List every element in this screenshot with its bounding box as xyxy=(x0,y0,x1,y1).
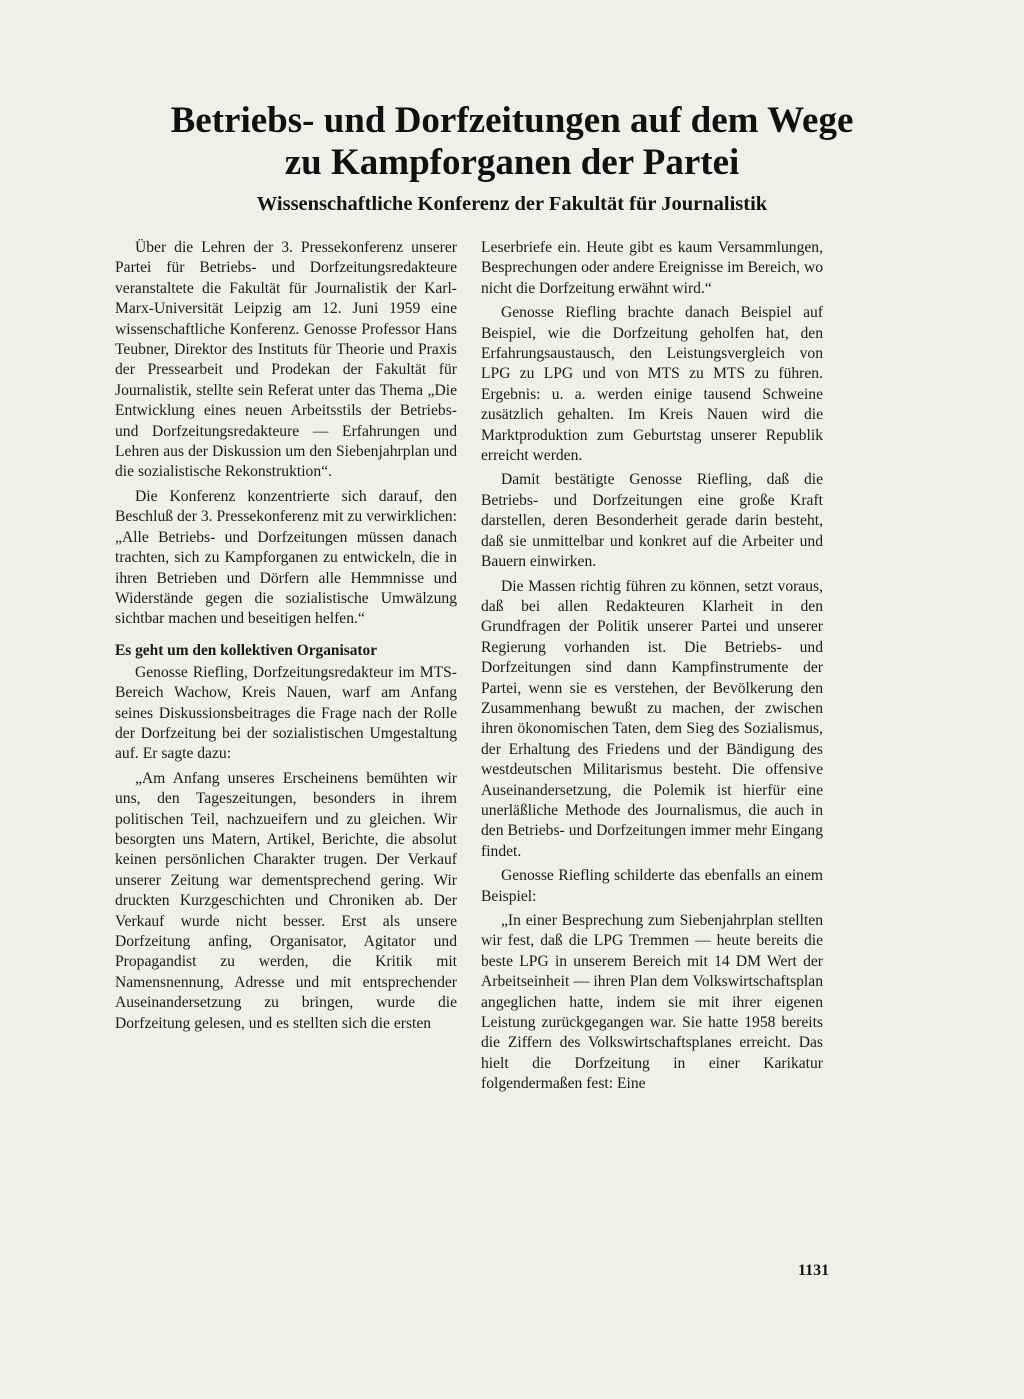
right-paragraph-1: Leserbriefe ein. Heute gibt es kaum Versammlungen, Besprechungen oder andere Ereignisse im Bereich, wo nicht die Dorfzeitung erwähnt wird.“ xyxy=(481,239,823,297)
right-paragraph-3: Damit bestätigte Genosse Riefling, daß die Betriebs- und Dorfzeitungen eine große Kraft darstellen, deren Besonderheit gerade darin besteht, daß sie unmittelbar und konkret auf die Arbeiter und Bauern einwirken. xyxy=(481,471,823,571)
right-paragraph-5: Genosse Riefling schilderte das ebenfalls an einem Beispiel: xyxy=(481,867,823,905)
left-paragraph-3: Genosse Riefling, Dorfzeitungsredakteur im MTS-Bereich Wachow, Kreis Nauen, warf am Anfang seines Diskussionsbeitrages die Frage nach der Rolle der Dorfzeitung bei der sozialistischen Umgestaltung auf. Er sagte dazu: xyxy=(115,663,457,763)
section-heading: Es geht um den kollektiven Organisator xyxy=(115,641,378,659)
title-line-1: Betriebs- und Dorfzeitungen auf dem Wege xyxy=(170,100,854,141)
left-column xyxy=(115,238,457,1038)
right-column xyxy=(481,238,823,1099)
left-paragraph-1: Über die Lehren der 3. Pressekonferenz unserer Partei für Betriebs- und Dorfzeitungsredakteure veranstaltete die Fakultät für Journalistik der Karl-Marx-Universität Leipzig am 12. Juni 1959 eine wissenschaftliche Konferenz. Genosse Professor Hans Teubner, Direktor des Instituts für Theorie und Praxis der Pressearbeit und Prodekan der Fakultät für Journalistik, stellte sein Referat unter das Thema „Die Entwicklung eines neuen Arbeitsstils der Betriebs- und Dorfzeitungsredakteure — Erfahrungen und Lehren aus der Diskussion um den Siebenjahrplan und die sozialistische Rekonstruktion“. xyxy=(115,239,457,481)
right-paragraph-4: Die Massen richtig führen zu können, setzt voraus, daß bei allen Redakteuren Klarheit in den Grundfragen der Politik unserer Partei und unserer Regierung vorhanden ist. Die Betriebs- und Dorfzeitungen sind dann Kampfinstrumente der Partei, wenn sie es verstehen, der Bevölkerung den Zusammenhang bewußt zu machen, der zwischen ihren ökonomischen Taten, dem Sieg des Sozialismus, der Erhaltung des Friedens und der Bändigung des westdeutschen Militarismus besteht. Die offensive Auseinandersetzung, die Polemik ist hierfür eine unerläßliche Methode des Journalismus, die auch in den Betriebs- und Dorfzeitungen immer mehr Eingang findet. xyxy=(481,577,823,860)
left-paragraph-4: „Am Anfang unseres Erscheinens bemühten wir uns, den Tageszeitungen, besonders in ihrem politischen Teil, nachzueifern und zu gleichen. Wir besorgten uns Matern, Artikel, Berichte, die absolut keinen persönlichen Charakter trugen. Der Verkauf unserer Zeitung war dementsprechend gering. Wir druckten Kurzgeschichten und Chroniken ab. Der Verkauf wurde nicht besser. Erst als unsere Dorfzeitung anfing, Organisator, Agitator und Propagandist zu werden, die Kritik mit Namensnennung, Adresse und mit entsprechender Auseinandersetzung zu bringen, wurde die Dorfzeitung gelesen, und es stellten sich die ersten xyxy=(115,769,457,1032)
right-paragraph-6: „In einer Besprechung zum Siebenjahrplan stellten wir fest, daß die LPG Tremmen — heute bereits die beste LPG in unserem Bereich mit 14 DM Wert der Arbeitseinheit — ihren Plan dem Volkswirtschaftsplan angeglichen hatte, indem sie mit ihrer eigenen Leistung zurückgegangen war. Sie hatte 1958 bereits die Ziffern des Volkswirtschaftsplanes erreicht. Das hielt die Dorfzeitung in einer Karikatur folgendermaßen fest: Eine xyxy=(481,912,823,1093)
article-subtitle: Wissenschaftliche Konferenz der Fakultät für Journalistik xyxy=(256,193,768,215)
article-title xyxy=(60,100,964,184)
page-number: 1131 xyxy=(798,1262,830,1279)
left-paragraph-2: Die Konferenz konzentrierte sich darauf, den Beschluß der 3. Pressekonferenz mit zu verwirklichen: „Alle Betriebs- und Dorfzeitungen müssen danach trachten, sich zu Kampforganen zu entwickeln, die in ihren Betrieben und Dörfern alle Hemmnisse und Widerstände gegen die sozialistische Umwälzung sichtbar machen und beseitigen helfen.“ xyxy=(115,487,457,628)
right-paragraph-2: Genosse Riefling brachte danach Beispiel auf Beispiel, wie die Dorfzeitung geholfen hat, den Erfahrungsaustausch, den Leistungsvergleich von LPG zu LPG und von MTS zu MTS zu führen. Ergebnis: u. a. werden einige tausend Schweine zusätzlich gehalten. Im Kreis Nauen wird die Marktproduktion zum Geburtstag unserer Republik erreicht werden. xyxy=(481,304,823,465)
title-line-2: zu Kampforganen der Partei xyxy=(284,142,740,183)
